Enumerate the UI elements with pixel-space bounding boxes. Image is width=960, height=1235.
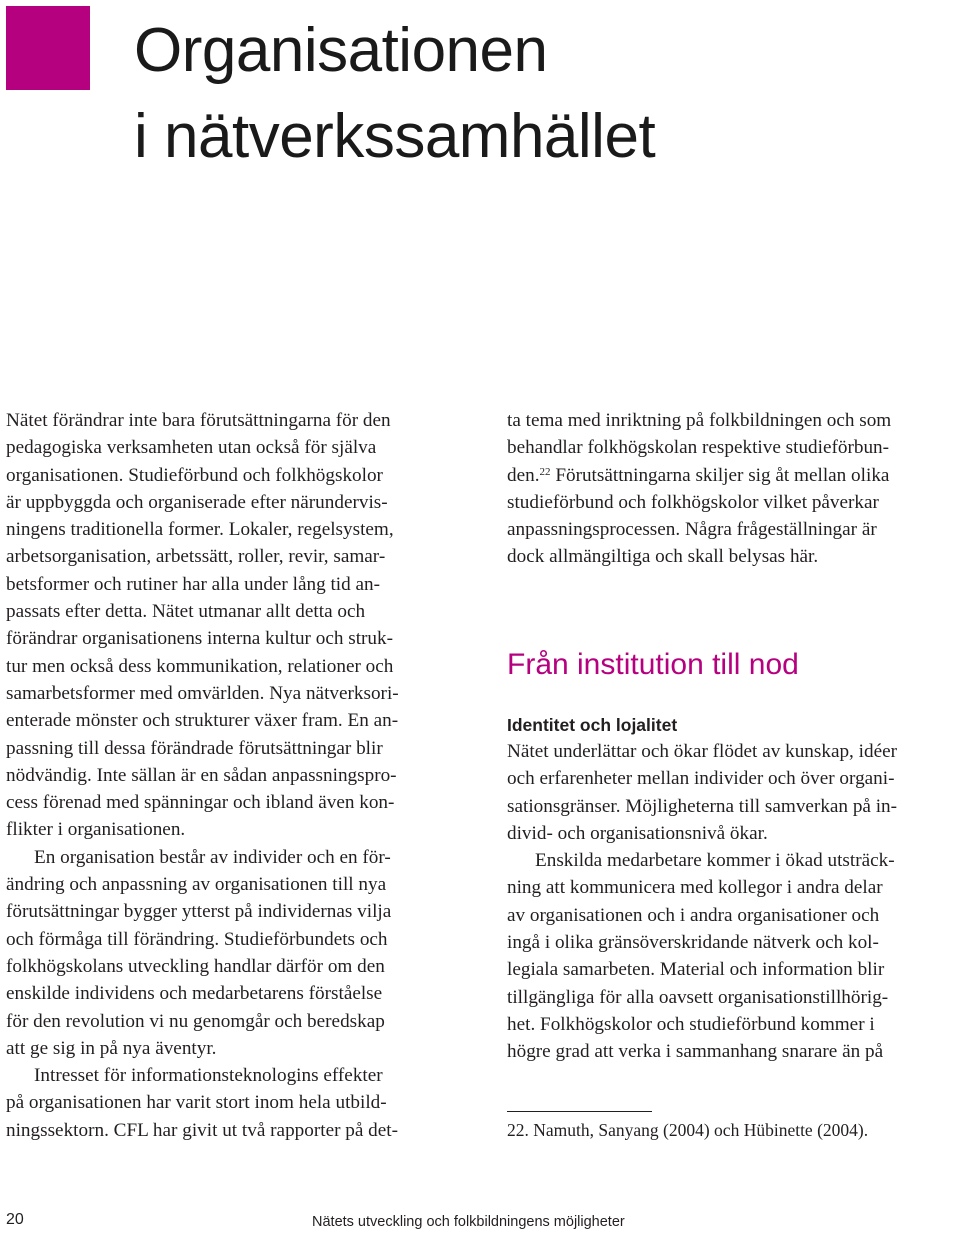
text-line: ta tema med inriktning på folkbildningen och som (507, 410, 892, 431)
left-paragraph-2 (6, 844, 452, 1062)
text-line: folkhögskolans utveckling handlar därför om den (6, 955, 385, 977)
text-line: enskilde individens och medarbetarens förståelse (6, 983, 383, 1005)
text-line: passning till dessa förändrade förutsättningar blir (6, 737, 383, 759)
accent-square (6, 6, 90, 90)
text-line: och förmåga till förändring. Studieförbundets och (6, 928, 388, 950)
text-line: divid- och organisationsnivå ökar. (507, 822, 768, 844)
left-paragraph-3 (6, 1062, 452, 1144)
text-line: och erfarenheter mellan individer och över organi- (507, 768, 895, 790)
text-line: het. Folkhögskolor och studieförbund kommer i (507, 1013, 875, 1035)
text-line: studieförbund och folkhögskolor vilket påverkar (507, 491, 879, 513)
text-line (507, 462, 957, 489)
text-line: En organisation består av individer och en för- (34, 846, 391, 868)
text-line: anpassningsprocessen. Några frågeställningar är (507, 519, 877, 541)
text-line: organisationen. Studieförbund och folkhögskolor (6, 464, 383, 486)
chapter-title (134, 8, 655, 180)
text-line: tur men också dess kommunikation, relationer och (6, 655, 394, 677)
text-line: nödvändig. Inte sällan är en sådan anpassningspro- (6, 764, 397, 786)
subheading: Identitet och lojalitet (507, 715, 678, 735)
text-line: arbetsorganisation, arbetssätt, roller, revir, samar- (6, 546, 386, 568)
text-line: enterade mönster och strukturer växer fram. En an- (6, 710, 399, 732)
text-line: ningssektorn. CFL har givit ut två rapporter på det- (6, 1119, 399, 1141)
text-line: på organisationen har varit stort inom hela utbild- (6, 1092, 387, 1114)
text-line: behandlar folkhögskolan respektive studieförbun- (507, 437, 890, 459)
right-column-bottom (507, 712, 957, 1066)
text-line: tillgängliga för alla oavsett organisationstillhörig- (507, 986, 889, 1008)
right-paragraph-1 (507, 407, 957, 571)
text-line: Enskilda medarbetare kommer i ökad utsträck- (535, 850, 895, 872)
footnote-reference: 22 (539, 465, 551, 478)
chapter-title-line-2: i nätverkssamhället (134, 102, 656, 171)
text-line: samarbetsformer med omvärlden. Nya nätverksori- (6, 682, 399, 704)
footnote-divider (507, 1111, 652, 1112)
text-line: betsformer och rutiner har alla under lång tid an- (6, 573, 381, 595)
text-line: ingå i olika gränsöverskridande nätverk och kol- (507, 932, 879, 954)
section-heading: Från institution till nod (507, 648, 799, 681)
left-paragraph-1 (6, 407, 452, 844)
text-line: dock allmängiltiga och skall belysas här. (507, 546, 819, 568)
text-line: är uppbyggda och organiserade efter närundervis- (6, 491, 388, 513)
text-fragment: Förutsättningarna skiljer sig åt mellan olika (550, 464, 890, 486)
text-line: förändrar organisationens interna kultur och struk- (6, 628, 394, 650)
text-line: Nätet förändrar inte bara förutsättningarna för den (6, 410, 391, 431)
page-number: 20 (6, 1211, 24, 1228)
text-line: ändring och anpassning av organisationen till nya (6, 874, 387, 896)
text-line: Intresset för informationsteknologins effekter (34, 1065, 383, 1087)
text-line: för den revolution vi nu genomgår och beredskap (6, 1010, 385, 1032)
footnote: 22. Namuth, Sanyang (2004) och Hübinette (2004). (507, 1120, 869, 1140)
text-line: flikter i organisationen. (6, 819, 186, 841)
running-footer: Nätets utveckling och folkbildningens möjligheter (312, 1214, 625, 1230)
text-line: ning att kommunicera med kollegor i andra delar (507, 877, 883, 899)
left-column (6, 407, 452, 1144)
text-line: legiala samarbeten. Material och information blir (507, 959, 885, 981)
text-line: av organisationen och i andra organisationer och (507, 904, 880, 926)
text-line: att ge sig in på nya äventyr. (6, 1037, 217, 1059)
text-line: Nätet underlättar och ökar flödet av kunskap, idéer (507, 741, 897, 762)
text-line: sationsgränser. Möjligheterna till samverkan på in- (507, 795, 898, 817)
text-line: passats efter detta. Nätet utmanar allt detta och (6, 601, 366, 623)
right-paragraph-3 (507, 847, 957, 1065)
right-column-top (507, 407, 957, 571)
right-paragraph-2 (507, 738, 957, 847)
text-line: förutsättningar bygger ytterst på individernas vilja (6, 901, 392, 923)
text-fragment: den. (507, 464, 540, 486)
text-line: pedagogiska verksamheten utan också för själva (6, 437, 377, 459)
text-line: ningens traditionella former. Lokaler, regelsystem, (6, 519, 394, 541)
chapter-title-line-1: Organisationen (134, 16, 548, 85)
text-line: högre grad att verka i sammanhang snarare än på (507, 1041, 884, 1063)
text-line: cess förenad med spänningar och ibland även kon- (6, 792, 395, 814)
